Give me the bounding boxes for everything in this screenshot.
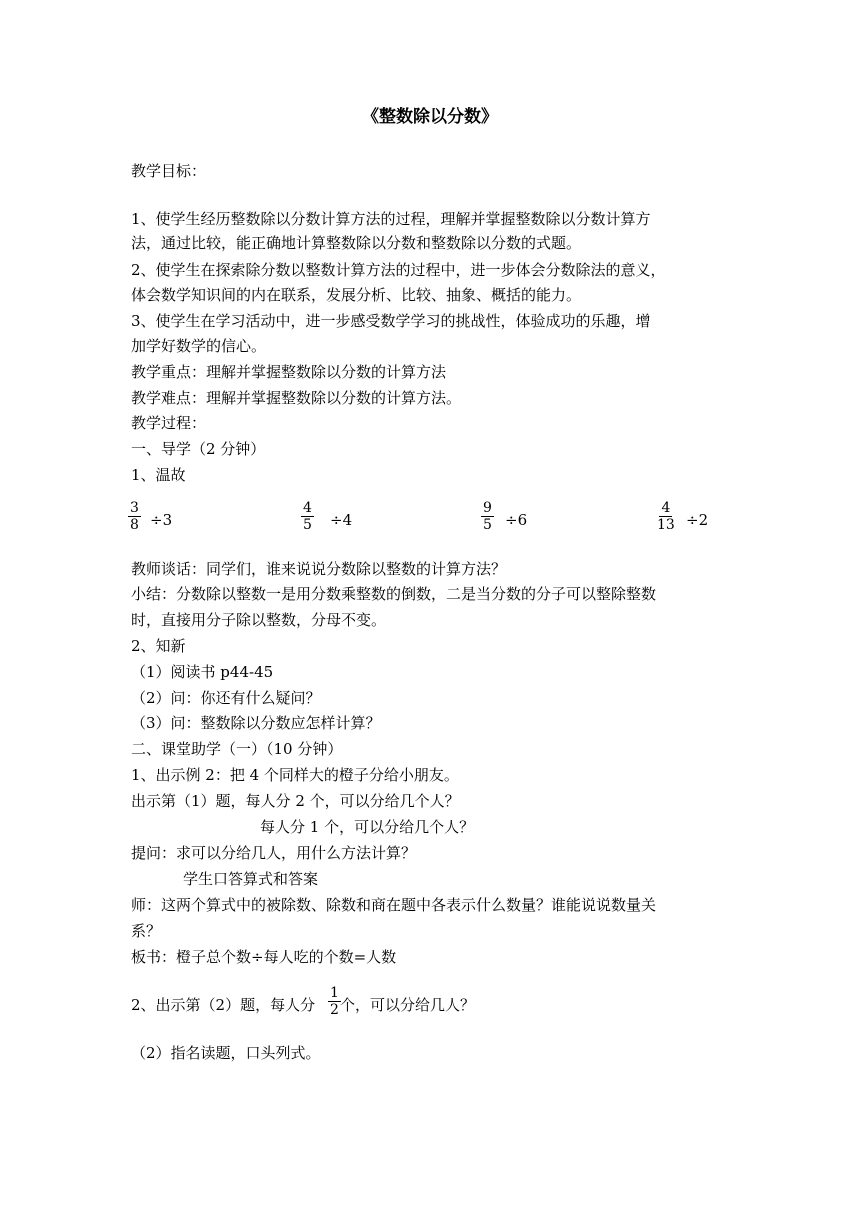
step-2: （2）问：你还有什么疑问？ <box>131 689 321 707</box>
exercise-3-denominator: 5 <box>483 517 492 533</box>
goal-1-line-1: 1、使学生经历整数除以分数计算方法的过程，理解并掌握整数除以分数计算方 <box>131 210 651 228</box>
exercise-2-denominator: 5 <box>303 517 312 533</box>
summary-line-2: 时，直接用分子除以整数，分母不变。 <box>131 611 387 629</box>
question-2-suffix: 个，可以分给几人？ <box>340 996 476 1014</box>
goals-heading: 教学目标： <box>131 162 207 180</box>
exercise-4-operation: ÷2 <box>686 511 709 529</box>
summary-line-1: 小结：分数除以整数一是用分数乘整数的倒数，二是当分数的分子可以整除整数 <box>131 585 657 603</box>
board-writing: 板书：橙子总个数÷每人吃的个数=人数 <box>131 948 397 966</box>
question-2-fraction <box>328 985 341 1018</box>
exercise-3-fraction <box>481 500 494 533</box>
goal-1-line-2: 法，通过比较，能正确地计算整数除以分数和整数除以分数的式题。 <box>131 234 582 252</box>
exercise-1-fraction <box>128 500 141 533</box>
difficulty: 教学难点：理解并掌握整数除以分数的计算方法。 <box>131 389 462 407</box>
process-heading: 教学过程： <box>131 414 207 432</box>
step-3: （3）问：整数除以分数应怎样计算？ <box>131 714 381 732</box>
teacher-question-line-2: 系？ <box>131 922 162 940</box>
question-2-numerator: 1 <box>330 985 339 1001</box>
key-point: 教学重点：理解并掌握整数除以分数的计算方法 <box>131 363 447 381</box>
goal-3-line-2: 加学好数学的信心。 <box>131 337 267 355</box>
question-2-step: （2）指名读题，口头列式。 <box>131 1044 321 1062</box>
exercise-4-fraction <box>655 500 677 533</box>
exercise-1-denominator: 8 <box>130 517 139 533</box>
student-answer: 学生口答算式和答案 <box>183 870 319 888</box>
exercise-2-fraction <box>301 500 314 533</box>
section-2-heading: 二、课堂助学（一）（10 分钟） <box>131 740 343 758</box>
exercise-1-operation: ÷3 <box>150 511 173 529</box>
teacher-talk: 教师谈话：同学们，谁来说说分数除以整数的计算方法？ <box>131 560 507 578</box>
document-title: 《整数除以分数》 <box>362 107 498 127</box>
exercise-1-numerator: 3 <box>130 500 139 516</box>
goal-2-line-1: 2、使学生在探索除分数以整数计算方法的过程中，进一步体会分数除法的意义， <box>131 261 666 279</box>
teacher-question-line-1: 师：这两个算式中的被除数、除数和商在题中各表示什么数量？谁能说说数量关 <box>131 896 657 914</box>
example-2: 1、出示例 2：把 4 个同样大的橙子分给小朋友。 <box>131 766 459 784</box>
review-heading: 1、温故 <box>131 466 186 484</box>
question-1-line-2: 每人分 1 个，可以分给几个人？ <box>260 818 475 836</box>
section-1-heading: 一、导学（2 分钟） <box>131 440 266 458</box>
question-2-denominator: 2 <box>330 1002 339 1018</box>
step-1: （1）阅读书 p44-45 <box>131 663 274 681</box>
goal-3-line-1: 3、使学生在学习活动中，进一步感受数学学习的挑战性，体验成功的乐趣，增 <box>131 312 651 330</box>
exercise-3-operation: ÷6 <box>505 511 528 529</box>
question-2-prefix: 2、出示第（2）题，每人分 <box>131 996 316 1014</box>
exercise-2-operation: ÷4 <box>330 511 353 529</box>
exercise-4-denominator: 13 <box>657 517 675 533</box>
new-knowledge-heading: 2、知新 <box>131 637 186 655</box>
exercise-4-numerator: 4 <box>661 500 671 516</box>
goal-2-line-2: 体会数学知识间的内在联系，发展分析、比较、抽象、概括的能力。 <box>131 286 582 304</box>
question-1-line-1: 出示第（1）题，每人分 2 个，可以分给几个人？ <box>131 792 460 810</box>
ask-method: 提问：求可以分给几人，用什么方法计算？ <box>131 844 417 862</box>
exercise-3-numerator: 9 <box>483 500 492 516</box>
exercise-2-numerator: 4 <box>303 500 312 516</box>
